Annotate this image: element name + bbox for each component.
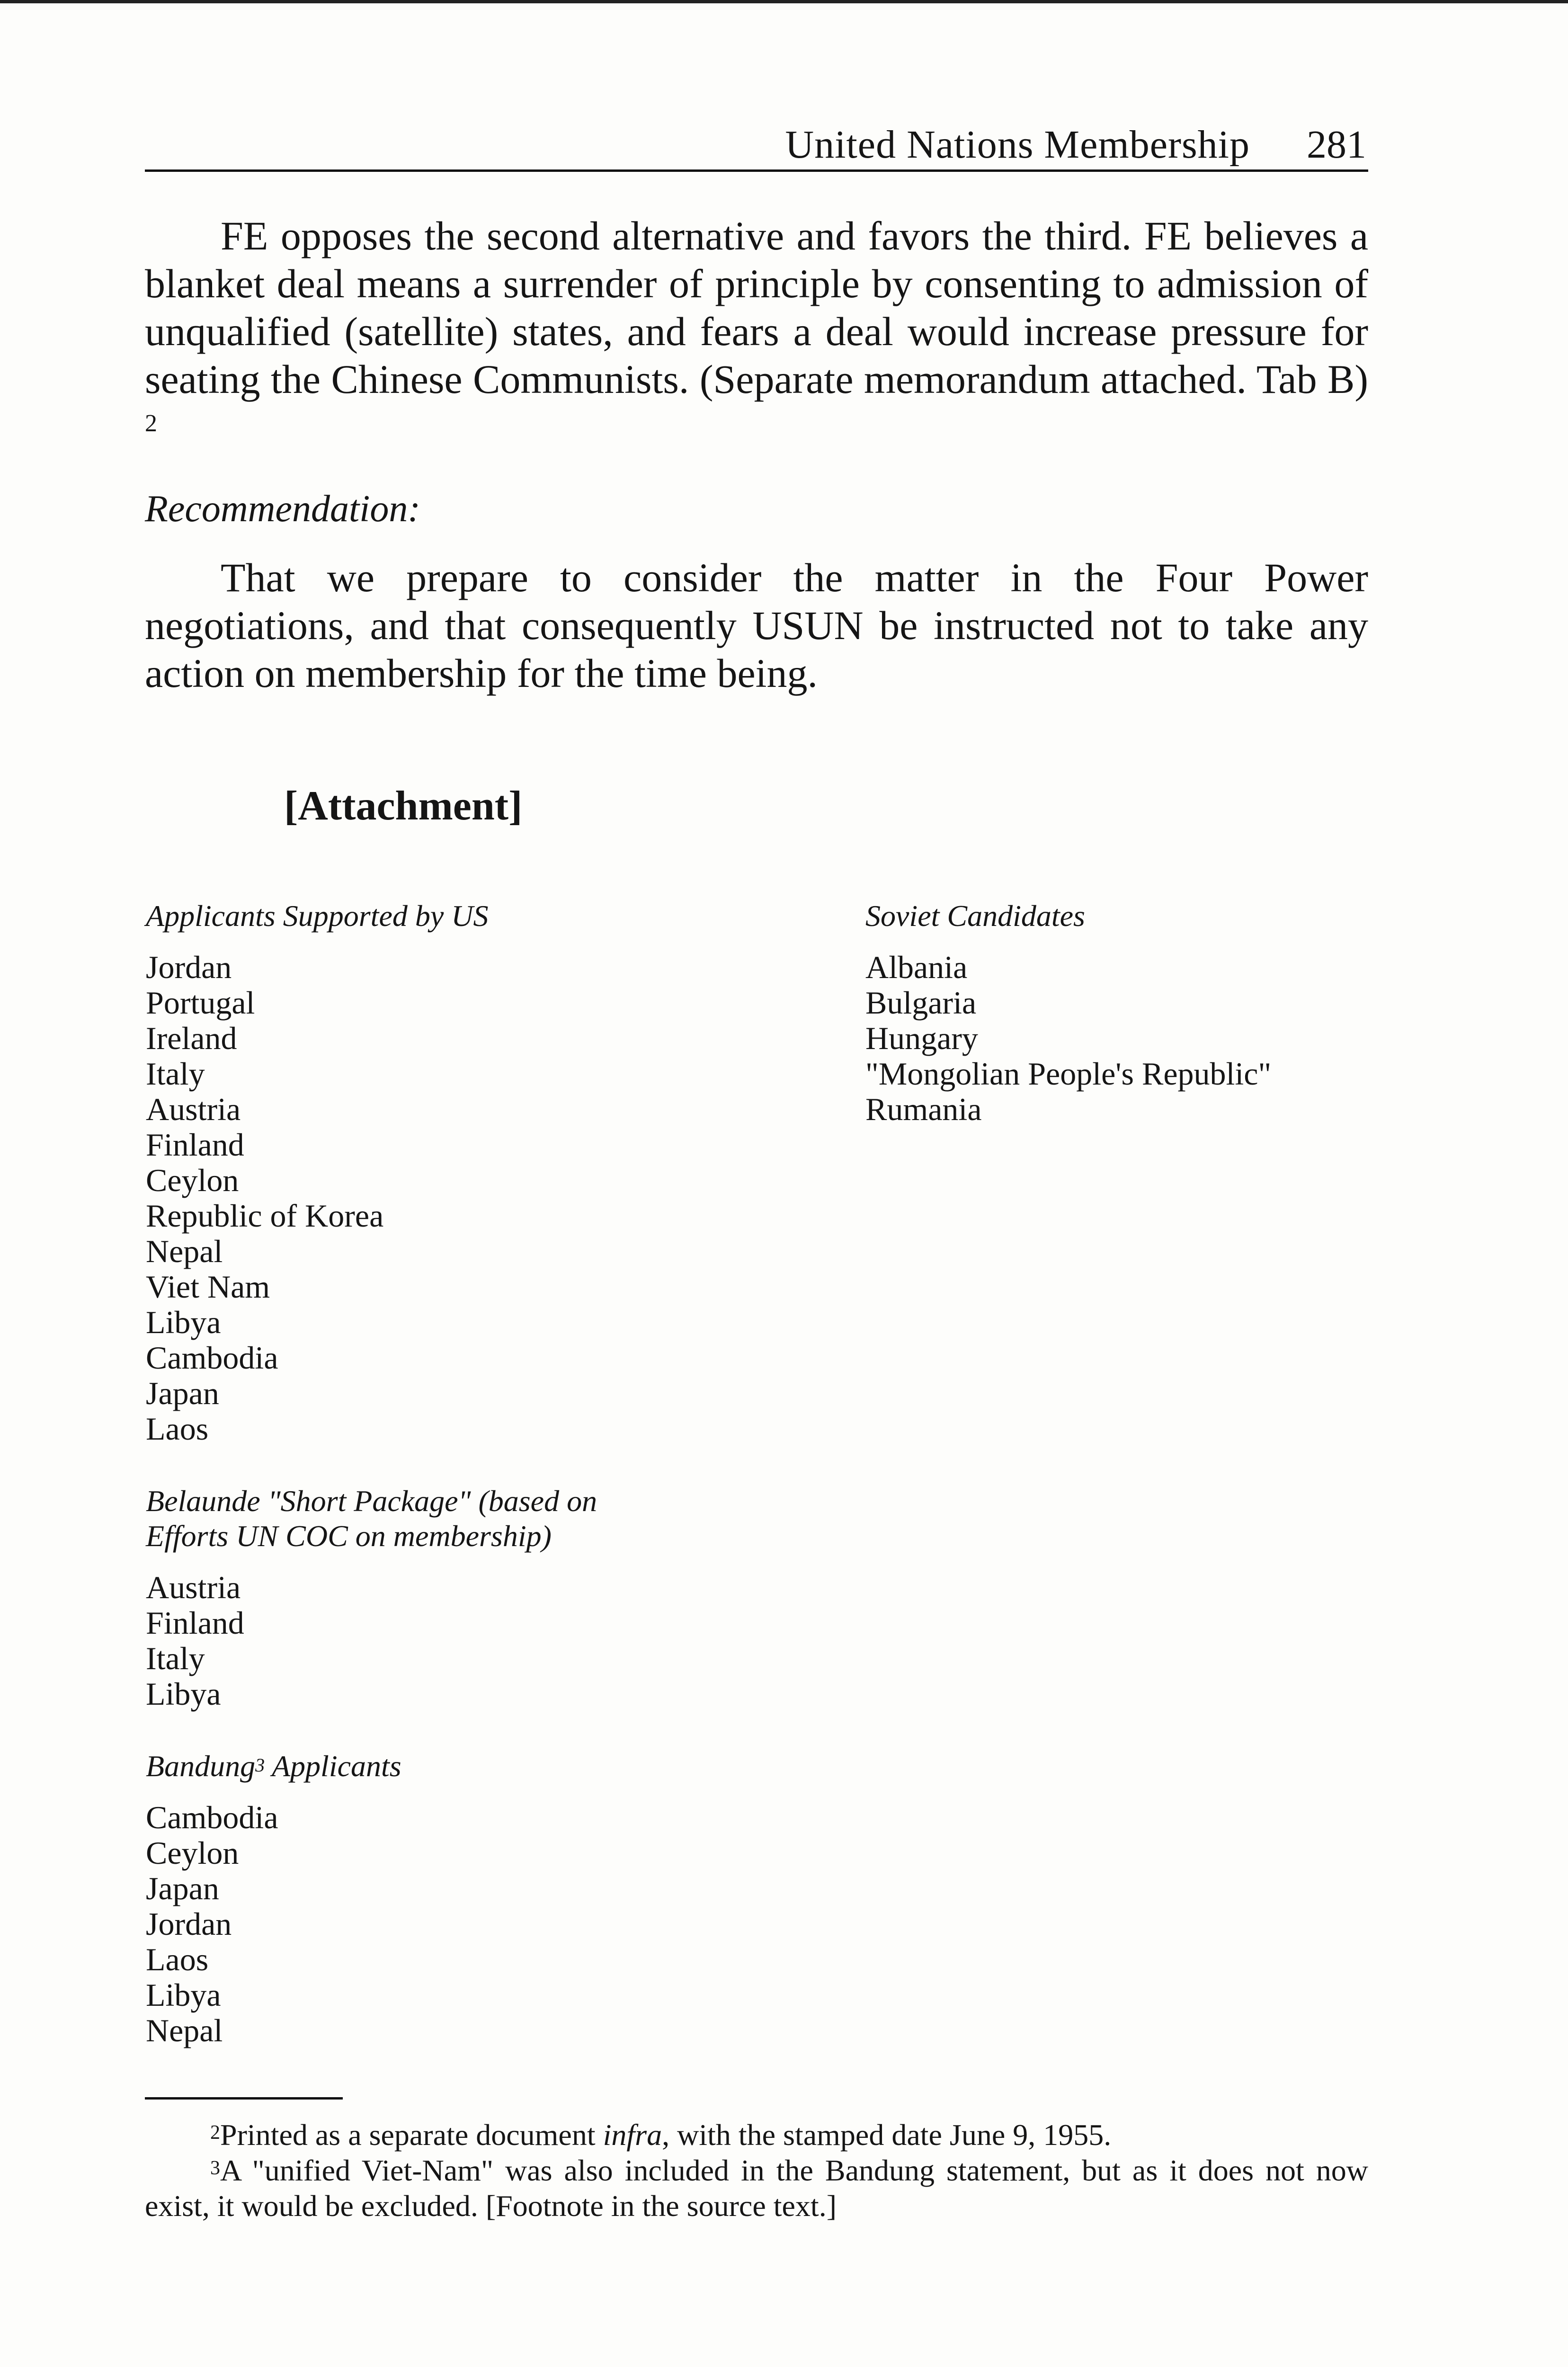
footnote-2-text-a: Printed as a separate document bbox=[220, 2118, 603, 2152]
running-header-title: United Nations Membership bbox=[785, 123, 1250, 167]
list-item: Republic of Korea bbox=[146, 1198, 384, 1234]
list-item: "Mongolian People's Republic" bbox=[865, 1056, 1272, 1092]
list-item: Italy bbox=[146, 1056, 205, 1092]
attachment-left-column bbox=[145, 899, 642, 2085]
list-item: Finland bbox=[146, 1605, 244, 1641]
list-item: Laos bbox=[146, 1941, 209, 1977]
list-item: Jordan bbox=[146, 949, 232, 985]
recommendation-label: Recommendation: bbox=[145, 488, 421, 530]
list-item: Bulgaria bbox=[865, 985, 977, 1021]
footnote-ref-2: 2 bbox=[145, 410, 157, 437]
list-item: Libya bbox=[146, 1676, 221, 1712]
attachment-right-column bbox=[864, 899, 1362, 1164]
list-item: Hungary bbox=[865, 1020, 978, 1056]
us-applicants-label: Applicants Supported by US bbox=[146, 899, 489, 933]
list-item: Rumania bbox=[865, 1091, 982, 1127]
list-item: Austria bbox=[146, 1091, 241, 1127]
list-item: Laos bbox=[146, 1411, 209, 1447]
list-item: Portugal bbox=[146, 985, 255, 1021]
footnote-ref-3: 3 bbox=[255, 1754, 265, 1776]
footnote-3-text: A "unified Viet-Nam" was also included in the Bandung statement, but as it does not now exist, it would be excluded. [Footnote in the source text.] bbox=[145, 2153, 1368, 2223]
us-applicants-list bbox=[145, 950, 642, 1447]
list-item: Finland bbox=[146, 1127, 244, 1163]
footnote-2-mark: 2 bbox=[210, 2122, 220, 2144]
list-item: Libya bbox=[146, 1977, 221, 2013]
list-item: Ceylon bbox=[146, 1162, 239, 1198]
list-item: Ceylon bbox=[146, 1835, 239, 1871]
bandung-label-name: Bandung bbox=[146, 1749, 256, 1783]
footnote-2-italic: infra bbox=[603, 2118, 662, 2152]
list-item: Jordan bbox=[146, 1906, 232, 1942]
list-item: Italy bbox=[146, 1640, 205, 1676]
top-border-line bbox=[0, 0, 1568, 3]
list-item: Ireland bbox=[146, 1020, 237, 1056]
list-item: Cambodia bbox=[146, 1340, 278, 1376]
list-item: Libya bbox=[146, 1304, 221, 1340]
soviet-candidates-label: Soviet Candidates bbox=[865, 899, 1085, 933]
list-item: Austria bbox=[146, 1569, 241, 1605]
footnote-2 bbox=[145, 2117, 1368, 2153]
list-item: Cambodia bbox=[146, 1799, 278, 1835]
recommendation-text: That we prepare to consider the matter in the Four Power negotiations, and that consequently USUN be instructed not to take any action on membership for the time being. bbox=[145, 555, 1368, 696]
footnote-2-text-b: , with the stamped date June 9, 1955. bbox=[662, 2118, 1112, 2152]
footnote-3 bbox=[145, 2153, 1368, 2224]
recommendation-paragraph bbox=[145, 554, 1368, 697]
bandung-label-rest: Applicants bbox=[265, 1749, 401, 1783]
footnote-3-mark: 3 bbox=[210, 2157, 220, 2179]
footnote-separator bbox=[145, 2097, 343, 2100]
bandung-applicants-list bbox=[145, 1800, 642, 2048]
list-item: Nepal bbox=[146, 2012, 223, 2048]
bandung-applicants-label bbox=[146, 1749, 642, 1784]
list-item: Albania bbox=[865, 949, 968, 985]
attachment-heading: [Attachment] bbox=[284, 783, 523, 829]
belaunde-package-label: Belaunde "Short Package" (based on Efforts UN COC on membership) bbox=[146, 1484, 597, 1553]
list-item: Japan bbox=[146, 1375, 219, 1411]
list-item: Nepal bbox=[146, 1233, 223, 1269]
running-header bbox=[145, 124, 1368, 172]
belaunde-package-list bbox=[145, 1570, 642, 1712]
soviet-candidates-list bbox=[864, 950, 1362, 1127]
list-item: Viet Nam bbox=[146, 1269, 270, 1305]
footnotes bbox=[145, 2117, 1368, 2224]
fe-paragraph bbox=[145, 212, 1368, 451]
list-item: Japan bbox=[146, 1870, 219, 1906]
fe-paragraph-text: FE opposes the second alternative and favors the third. FE believes a blanket deal means a surrender of principle by consenting to admission of unqualified (satellite) states, and fears a deal would increase pressure for seating the Chinese Communists. (Separate memorandum attached. Tab B) bbox=[145, 213, 1368, 402]
page-number: 281 bbox=[1307, 123, 1366, 167]
